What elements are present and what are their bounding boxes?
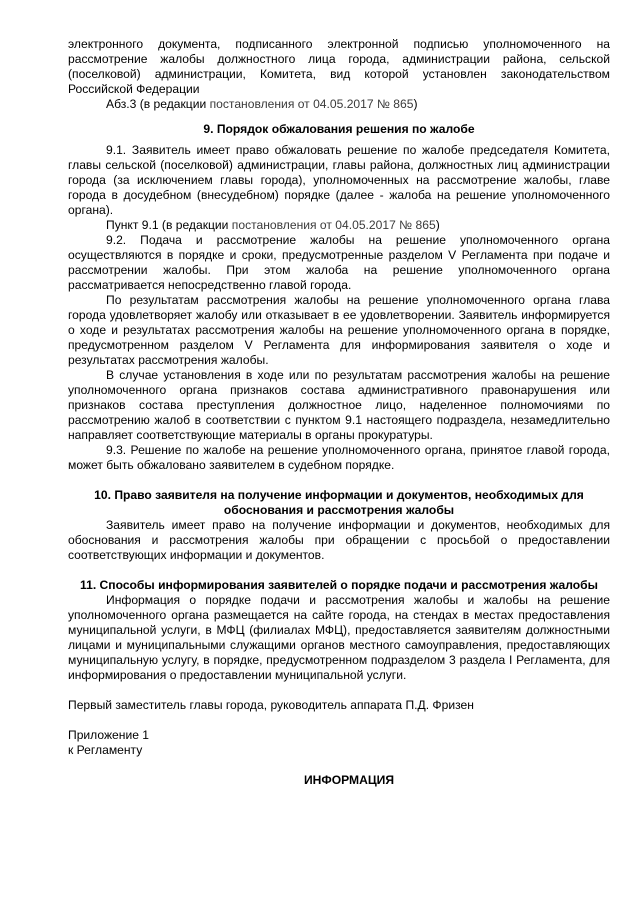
section-11-paragraph-1: Информация о порядке подачи и рассмотрения жалобы и жалобы на решение уполномоченного органа размещается на сайте города, на стендах в местах предоставления муниципальной услуги, в МФЦ (филиалах МФЦ), предоставляется заявителям должностными лицами и муниципальными служащими органов местного самоуправления, предоставляющих муниципальную услугу, в порядке, предусмотренном подразделом 3 раздела I Регламента, для информирования о предоставлении муниципальной услуги. bbox=[68, 593, 610, 682]
appendix-line-1: Приложение 1 bbox=[68, 728, 150, 742]
revision-prefix: Абз.3 (в редакции bbox=[106, 97, 210, 111]
revision-note-9-1 bbox=[68, 218, 610, 233]
revision-prefix: Пункт 9.1 (в редакции bbox=[106, 218, 232, 232]
section-9-paragraph-4: В случае установления в ходе или по результатам рассмотрения жалобы на решение уполномоченного органа признаков состава административного правонарушения или признаков состава преступления должностное лицо, наделенное полномочиями по рассмотрению жалоб в соответствии с пунктом 9.1 настоящего подраздела, незамедлительно направляет соответствующие материалы в органы прокуратуры. bbox=[68, 368, 610, 442]
section-10-heading: 10. Право заявителя на получение информации и документов, необходимых для обоснования и рассмотрения жалобы bbox=[94, 488, 584, 517]
signature-line: Первый заместитель главы города, руководитель аппарата П.Д. Фризен bbox=[68, 698, 474, 712]
section-9-paragraph-1: 9.1. Заявитель имеет право обжаловать решение по жалобе председателя Комитета, главы сельской (поселковой) администрации, главы района, должностных лиц администрации города (за исключением главы города), уполномоченных на рассмотрение жалобы, главе города в досудебном (внесудебном) порядке (далее - жалоба на решение уполномоченного органа). bbox=[68, 143, 610, 217]
section-9-paragraph-2: 9.2. Подача и рассмотрение жалобы на решение уполномоченного органа осуществляются в порядке и сроки, предусмотренные разделом V Регламента при подаче и рассмотрении жалобы. При этом жалоба на решение уполномоченного органа рассматривается непосредственно главой города. bbox=[68, 233, 610, 292]
revision-suffix: ) bbox=[435, 218, 440, 232]
revision-suffix: ) bbox=[413, 97, 418, 111]
paragraph-top: электронного документа, подписанного электронной подписью уполномоченного на рассмотрение жалобы должностного лица города, администрации района, сельской (поселковой) администрации, Комитета, вид которой установлен законодательством Российской Федерации bbox=[68, 37, 610, 96]
revision-link[interactable]: постановления от 04.05.2017 № 865 bbox=[231, 218, 436, 232]
section-9-paragraph-5: 9.3. Решение по жалобе на решение уполномоченного органа, принятое главой города, может быть обжаловано заявителем в судебном порядке. bbox=[68, 443, 610, 472]
section-11-heading: 11. Способы информирования заявителей о порядке подачи и рассмотрения жалобы bbox=[80, 578, 598, 592]
section-10-paragraph-1: Заявитель имеет право на получение информации и документов, необходимых для обоснования и рассмотрения жалобы при обращении с просьбой о предоставлении соответствующих информации и документов. bbox=[68, 518, 610, 562]
revision-note-top bbox=[68, 97, 610, 112]
final-title: ИНФОРМАЦИЯ bbox=[303, 773, 395, 787]
section-9-heading: 9. Порядок обжалования решения по жалобе bbox=[203, 122, 475, 136]
appendix-line-2: к Регламенту bbox=[68, 743, 143, 757]
revision-link[interactable]: постановления от 04.05.2017 № 865 bbox=[209, 97, 414, 111]
section-9-paragraph-3: По результатам рассмотрения жалобы на решение уполномоченного органа глава города удовлетворяет жалобу или отказывает в ее удовлетворении. Заявитель информируется о ходе и результатах рассмотрения жалобы на решение уполномоченного органа в порядке, предусмотренном разделом V Регламента для информирования заявителя о ходе и результатах рассмотрения жалобы. bbox=[68, 293, 610, 367]
